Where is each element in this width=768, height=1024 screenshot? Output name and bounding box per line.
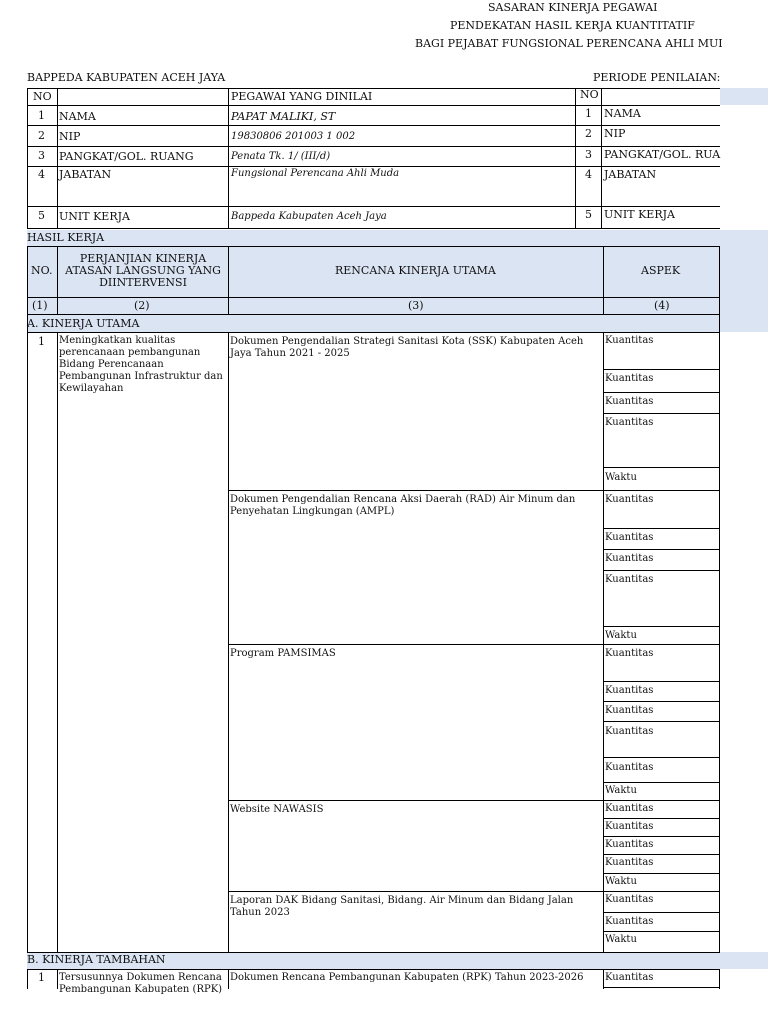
aspek-cell: Kuantitas	[605, 803, 654, 814]
rencana-item: Program PAMSIMAS	[230, 648, 336, 659]
identity-row-value: Fungsional Perencana Ahli Muda	[231, 168, 400, 179]
aspek-cell: Kuantitas	[605, 894, 654, 905]
aspek-cell: Kuantitas	[605, 417, 654, 428]
identity-row-value: Bappeda Kabupaten Aceh Jaya	[231, 211, 387, 222]
identity-row-label: NIP	[59, 130, 81, 143]
identity-row-no: 3	[38, 149, 45, 162]
aspek-cell: Kuantitas	[605, 726, 654, 737]
identity-row-no: 1	[38, 109, 45, 122]
kinerja-tambahan-perjanjian: Tersusunnya Dokumen Rencana Pembangunan Kabupaten (RPK)	[59, 972, 223, 995]
aspek-cell: Waktu	[605, 876, 637, 887]
identity-row-value: PAPAT MALIKI, ST	[231, 110, 336, 123]
identity-row-no-2: 4	[585, 168, 592, 181]
aspek-cell: Kuantitas	[605, 648, 654, 659]
identity-row-value: 19830806 201003 1 002	[231, 131, 356, 142]
aspek-cell: Kuantitas	[605, 335, 654, 346]
header-band-right	[720, 88, 768, 105]
identity-row-no: 2	[38, 129, 45, 142]
column-index: (1)	[32, 299, 48, 312]
identity-row-label-2: JABATAN	[604, 168, 657, 181]
aspek-cell: Kuantitas	[605, 574, 654, 585]
aspek-cell: Kuantitas	[605, 373, 654, 384]
aspek-cell: Waktu	[605, 934, 637, 945]
column-header-perjanjian: PERJANJIAN KINERJA ATASAN LANGSUNG YANG DIINTERVENSI	[65, 252, 221, 289]
rencana-item: Dokumen Pengendalian Rencana Aksi Daerah (RAD) Air Minum dan Penyehatan Lingkungan (AMPL)	[230, 494, 576, 517]
identity-row-label-2: NIP	[604, 127, 626, 140]
aspek-cell: Kuantitas	[605, 839, 654, 850]
aspek-cell: Kuantitas	[605, 685, 654, 696]
aspek-cell: Kuantitas	[605, 532, 654, 543]
kinerja-utama-no: 1	[38, 335, 45, 348]
identity-pegawai-header: PEGAWAI YANG DINILAI	[231, 90, 373, 103]
identity-row-label-2: UNIT KERJA	[604, 208, 675, 221]
identity-row-no: 5	[38, 209, 45, 222]
identity-row-label: JABATAN	[59, 168, 112, 181]
kinerja-tambahan-row	[27, 970, 720, 995]
kinerja-tambahan-rencana: Dokumen Rencana Pembangunan Kabupaten (RPK) Tahun 2023-2026	[230, 972, 584, 983]
identity-row-value: Penata Tk. 1/ (III/d)	[231, 151, 331, 162]
identity-row-no: 4	[38, 168, 45, 181]
identity-row-no-2: 3	[585, 148, 592, 161]
document-subtitle-2: BAGI PEJABAT FUNGSIONAL PERENCANA AHLI MUI	[415, 37, 723, 50]
identity-row-no-2: 1	[585, 107, 592, 120]
hasil-kerja-label: HASIL KERJA	[27, 231, 105, 244]
rencana-item: Website NAWASIS	[230, 804, 324, 815]
identity-row-no-2: 2	[585, 127, 592, 140]
identity-no-header-2: NO	[580, 88, 599, 101]
column-header-no: NO.	[31, 264, 53, 277]
kinerja-tambahan-no: 1	[38, 971, 45, 984]
rencana-item: Laporan DAK Bidang Sanitasi, Bidang. Air Minum dan Bidang Jalan Tahun 2023	[230, 895, 574, 918]
identity-row-label-2: PANGKAT/GOL. RUA	[604, 148, 721, 161]
organization-name: BAPPEDA KABUPATEN ACEH JAYA	[27, 71, 226, 84]
aspek-cell: Kuantitas	[605, 762, 654, 773]
aspek-cell: Kuantitas	[605, 553, 654, 564]
hasil-kerja-band	[27, 230, 768, 246]
column-header-aspek: ASPEK	[641, 264, 681, 277]
aspek-cell: Kuantitas	[605, 494, 654, 505]
identity-row-label-2: NAMA	[604, 107, 641, 120]
aspek-cell: Kuantitas	[605, 916, 654, 927]
period-label: PERIODE PENILAIAN:	[593, 71, 721, 84]
aspek-cell: Kuantitas	[605, 857, 654, 868]
identity-row-label: UNIT KERJA	[59, 210, 130, 223]
document-subtitle: PENDEKATAN HASIL KERJA KUANTITATIF	[450, 19, 695, 32]
identity-row-no-2: 5	[585, 208, 592, 221]
kinerja-utama-label: A. KINERJA UTAMA	[27, 317, 140, 330]
column-index: (3)	[408, 299, 424, 312]
identity-row-label: PANGKAT/GOL. RUANG	[59, 150, 194, 163]
document-title: SASARAN KINERJA PEGAWAI	[488, 1, 658, 14]
column-header-rencana: RENCANA KINERJA UTAMA	[335, 264, 496, 277]
aspek-cell: Waktu	[605, 472, 637, 483]
kinerja-tambahan-aspek: Kuantitas	[605, 972, 654, 983]
identity-no-header: NO	[33, 90, 52, 103]
column-index: (4)	[654, 299, 670, 312]
kinerja-tambahan-label: B. KINERJA TAMBAHAN	[27, 953, 166, 966]
kinerja-utama-perjanjian: Meningkatkan kualitas perencanaan pembangunan Bidang Perencanaan Pembangunan Infrastruktur dan Kewilayahan	[59, 335, 223, 394]
aspek-cell: Waktu	[605, 785, 637, 796]
aspek-cell: Kuantitas	[605, 821, 654, 832]
column-index: (2)	[134, 299, 150, 312]
rencana-item: Dokumen Pengendalian Strategi Sanitasi Kota (SSK) Kabupaten Aceh Jaya Tahun 2021 - 2025	[230, 336, 584, 359]
aspek-cell: Waktu	[605, 630, 637, 641]
aspek-cell: Kuantitas	[605, 705, 654, 716]
aspek-cell: Kuantitas	[605, 396, 654, 407]
identity-row-label: NAMA	[59, 110, 96, 123]
